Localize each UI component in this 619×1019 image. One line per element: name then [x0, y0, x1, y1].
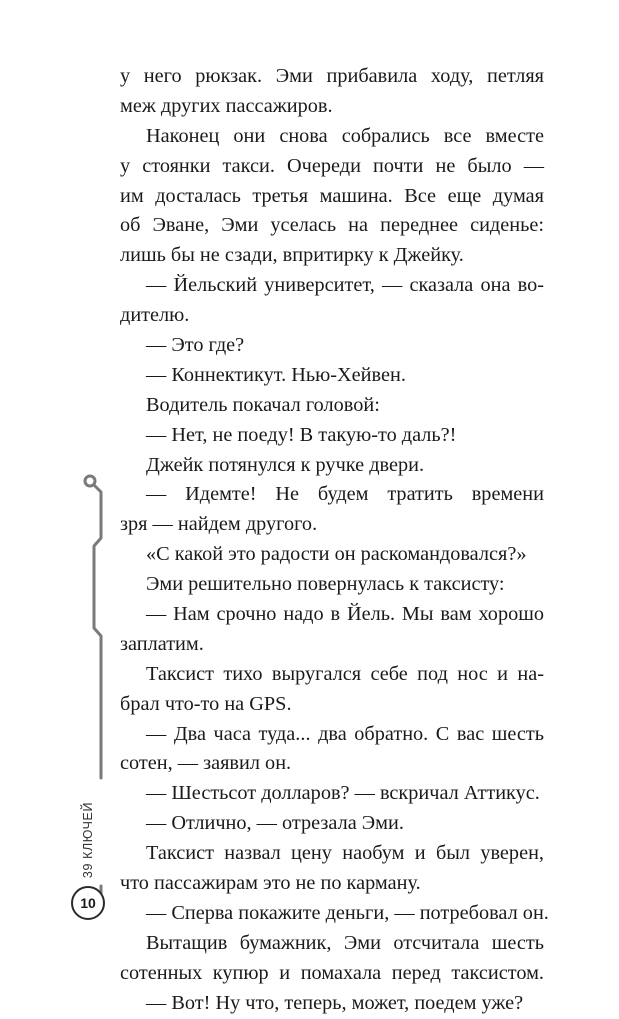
- text-line: «С какой это радости он раскомандовался?»: [146, 543, 527, 566]
- series-label: [76, 790, 100, 890]
- text-line: Наконец они снова собрались все вместе: [146, 124, 544, 147]
- text-line: — Йельский университет, — сказала она во-: [146, 274, 544, 297]
- text-line: сотенных купюр и помахала перед таксистом.: [120, 961, 544, 984]
- text-line: — Сперва покажите деньги, — потребовал он.: [146, 901, 549, 924]
- text-line: у него рюкзак. Эми прибавила ходу, петляя: [120, 65, 544, 87]
- circuit-line: [94, 485, 101, 778]
- page-number-badge: [71, 886, 105, 920]
- series-label-text: 39 КЛЮЧЕЙ: [81, 801, 96, 879]
- text-line: Джейк потянулся к ручке двери.: [146, 453, 425, 476]
- text-line: — Шестьсот долларов? — вскричал Аттикус.: [146, 782, 540, 805]
- text-line: — Вот! Ну что, теперь, может, поедем уже?: [146, 991, 524, 1014]
- text-line: брал что-то на GPS.: [120, 692, 292, 715]
- text-line: — Нет, не поеду! В такую-то даль?!: [146, 423, 457, 446]
- text-line: — Идемте! Не будем тратить времени: [146, 483, 544, 506]
- text-line: заплатим.: [120, 632, 204, 655]
- text-line: сотен, — заявил он.: [120, 752, 292, 775]
- text-line: что пассажирам это не по карману.: [120, 872, 421, 895]
- text-line: зря — найдем другого.: [120, 513, 318, 536]
- text-line: им досталась третья машина. Все еще думая: [120, 184, 544, 207]
- text-line: Водитель покачал головой:: [146, 393, 380, 416]
- text-line: об Эване, Эми уселась на переднее сиденье:: [120, 214, 544, 237]
- text-line: у стоянки такси. Очереди почти не было —: [120, 154, 544, 177]
- text-line: — Это где?: [146, 334, 245, 357]
- text-line: — Коннектикут. Нью-Хейвен.: [146, 363, 406, 386]
- text-line: — Два часа туда... два обратно. С вас шесть: [146, 722, 544, 745]
- text-line: лишь бы не сзади, впритирку к Джейку.: [120, 244, 464, 267]
- page-body-text: [120, 62, 549, 1019]
- text-line: — Нам срочно надо в Йель. Мы вам хорошо: [146, 603, 544, 626]
- text-line: меж других пассажиров.: [120, 94, 333, 117]
- text-line: Таксист назвал цену наобум и был уверен,: [146, 842, 544, 865]
- text-line: Таксист тихо выругался себе под нос и на-: [146, 662, 544, 685]
- text-line: Вытащив бумажник, Эми отсчитала шесть: [146, 931, 544, 954]
- text-line: — Отлично, — отрезала Эми.: [146, 812, 404, 835]
- text-line: Эми решительно повернулась к таксисту:: [146, 573, 505, 596]
- text-line: дителю.: [120, 304, 190, 327]
- page-number: 10: [80, 895, 96, 911]
